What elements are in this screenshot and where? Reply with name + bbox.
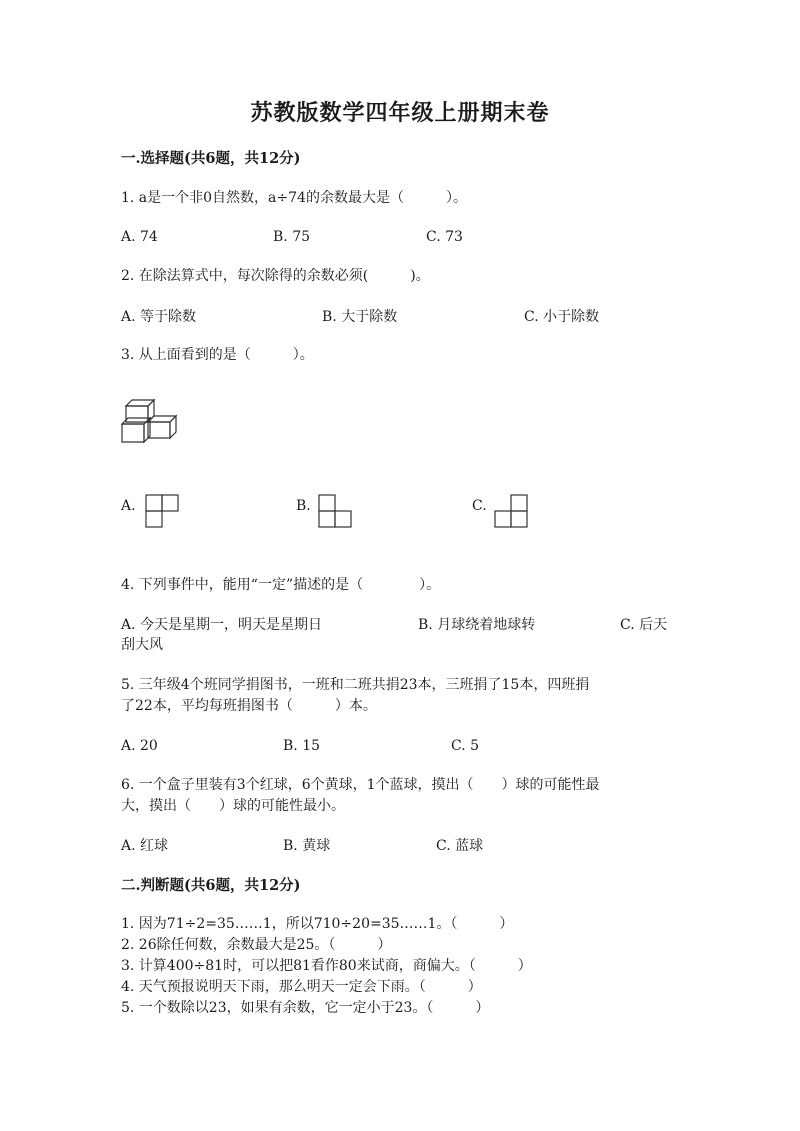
section-heading-judgment: 二.判断题(共6题，共12分)	[121, 877, 301, 894]
question-2-option-c: C. 小于除数	[524, 309, 600, 325]
question-5-line-2: 了22本，平均每班捐图书（ ）本。	[121, 698, 377, 714]
section-heading-choice: 一.选择题(共6题，共12分)	[121, 150, 301, 167]
question-2-option-b: B. 大于除数	[322, 309, 398, 325]
question-1-stem: 1. a是一个非0自然数，a÷74的余数最大是（ ）。	[121, 190, 467, 206]
question-5-option-a: A. 20	[121, 738, 158, 754]
question-4-option-b: B. 月球绕着地球转	[418, 617, 536, 633]
question-5-option-c: C. 5	[451, 738, 480, 754]
question-1-option-b: B. 75	[273, 229, 311, 245]
option-b-top-view-icon	[318, 494, 352, 528]
question-1-option-a: A. 74	[121, 229, 158, 245]
option-c-top-view-icon	[494, 494, 528, 528]
question-2-option-a: A. 等于除数	[121, 309, 197, 325]
question-5-option-b: B. 15	[283, 738, 321, 754]
judgment-item: 2. 26除任何数，余数最大是25。（ ）	[121, 937, 392, 953]
question-4-option-a: A. 今天是星期一，明天是星期日	[121, 617, 323, 633]
question-3-option-b: B.	[296, 498, 311, 514]
question-6-option-b: B. 黄球	[283, 838, 331, 854]
question-3-stem: 3. 从上面看到的是（ ）。	[121, 347, 314, 363]
option-a-top-view-icon	[145, 494, 179, 528]
judgment-item: 1. 因为71÷2=35……1，所以710÷20=35……1。（ ）	[121, 916, 514, 932]
question-5-line-1: 5. 三年级4个班同学捐图书，一班和二班共捐23本，三班捐了15本，四班捐	[121, 677, 590, 693]
question-4-stem: 4. 下列事件中，能用“一定”描述的是（ ）。	[121, 577, 441, 593]
question-6-option-c: C. 蓝球	[436, 838, 484, 854]
page-title: 苏教版数学四年级上册期末卷	[250, 100, 550, 126]
question-3-option-c: C.	[472, 498, 487, 514]
question-3-option-a: A.	[121, 498, 136, 514]
cube-stack-figure	[118, 398, 184, 448]
question-2-stem: 2. 在除法算式中，每次除得的余数必须( )。	[121, 268, 430, 284]
question-1-option-c: C. 73	[426, 229, 463, 245]
question-6-line-2: 大，摸出（ ）球的可能性最小。	[121, 798, 345, 814]
judgment-item: 3. 计算400÷81时，可以把81看作80来试商，商偏大。（ ）	[121, 958, 532, 974]
question-4-option-c-wrap: 刮大风	[121, 637, 163, 653]
question-6-option-a: A. 红球	[121, 838, 169, 854]
judgment-item: 5. 一个数除以23，如果有余数，它一定小于23。（ ）	[121, 1000, 490, 1016]
question-4-option-c: C. 后天	[620, 617, 668, 633]
judgment-item: 4. 天气预报说明天下雨，那么明天一定会下雨。（ ）	[121, 979, 482, 995]
question-6-line-1: 6. 一个盒子里装有3个红球，6个黄球，1个蓝球，摸出（ ）球的可能性最	[121, 777, 600, 793]
